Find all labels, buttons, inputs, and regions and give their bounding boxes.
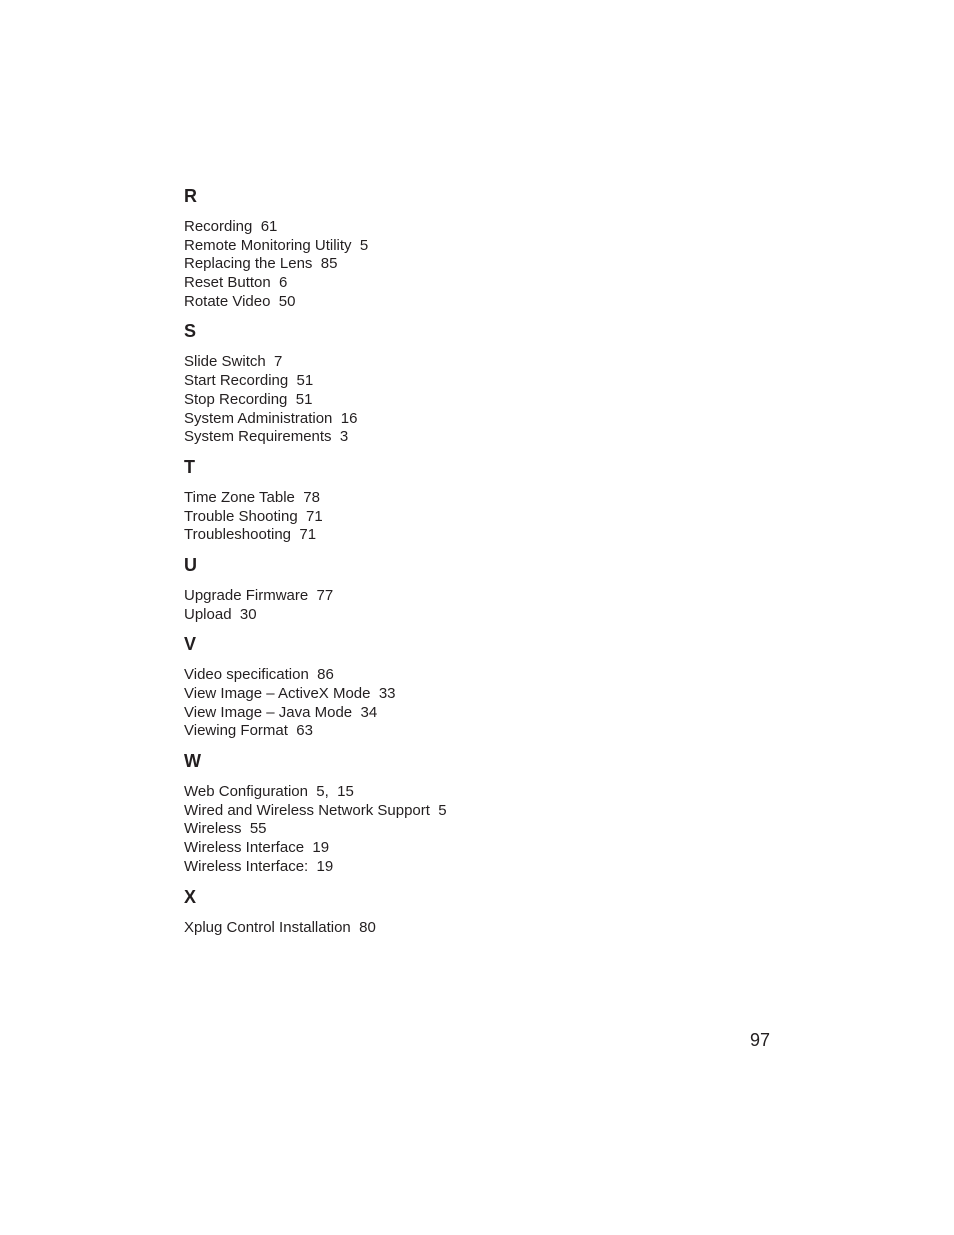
index-entry: System Requirements 3 <box>184 428 349 446</box>
index-entry: Replacing the Lens 85 <box>184 255 338 273</box>
index-entry: Troubleshooting 71 <box>184 526 317 544</box>
index-entry: Wired and Wireless Network Support 5 <box>184 801 447 819</box>
section-letter: S <box>184 321 197 342</box>
index-entry: Stop Recording 51 <box>184 390 313 408</box>
index-section-x <box>184 885 744 938</box>
entry-list <box>184 353 744 446</box>
entry-list <box>184 666 744 741</box>
entry-list <box>184 783 744 876</box>
index-entry: Start Recording 51 <box>184 372 314 390</box>
section-letter: W <box>184 751 201 772</box>
index-entry: Wireless 55 <box>184 820 267 838</box>
entry-list <box>184 218 744 311</box>
index-entry: Xplug Control Installation 80 <box>184 918 376 936</box>
index-entry: Reset Button 6 <box>184 274 288 292</box>
index-entry: Web Configuration 5, 15 <box>184 783 354 801</box>
index-entry: Recording 61 <box>184 218 278 235</box>
index-section-r <box>184 184 744 311</box>
index-entry: Viewing Format 63 <box>184 722 313 740</box>
index-section-u <box>184 553 744 624</box>
index-entry: Video specification 86 <box>184 666 334 684</box>
index-entry: Wireless Interface: 19 <box>184 857 334 875</box>
index-section-w <box>184 749 744 876</box>
index-page <box>184 184 744 945</box>
index-entry: Upload 30 <box>184 605 257 623</box>
index-entry: Time Zone Table 78 <box>184 488 320 506</box>
entry-list <box>184 919 744 938</box>
section-letter: U <box>184 554 197 575</box>
entry-list <box>184 489 744 545</box>
index-entry: Upgrade Firmware 77 <box>184 586 334 604</box>
index-entry: Remote Monitoring Utility 5 <box>184 236 369 254</box>
index-entry: System Administration 16 <box>184 409 358 427</box>
index-entry: Slide Switch 7 <box>184 353 283 371</box>
section-letter: R <box>184 186 197 206</box>
index-entry: Wireless Interface 19 <box>184 839 330 857</box>
index-section-v <box>184 632 744 741</box>
index-entry: View Image – ActiveX Mode 33 <box>184 685 396 702</box>
index-section-t <box>184 455 744 545</box>
index-entry: Rotate Video 50 <box>184 292 296 310</box>
index-section-s <box>184 319 744 446</box>
entry-list <box>184 587 744 624</box>
section-letter: T <box>184 456 195 477</box>
index-entry: View Image – Java Mode 34 <box>184 703 378 721</box>
page-number: 97 <box>749 1030 770 1050</box>
index-entry: Trouble Shooting 71 <box>184 507 323 525</box>
section-letter: X <box>184 886 197 907</box>
section-letter: V <box>184 634 197 655</box>
